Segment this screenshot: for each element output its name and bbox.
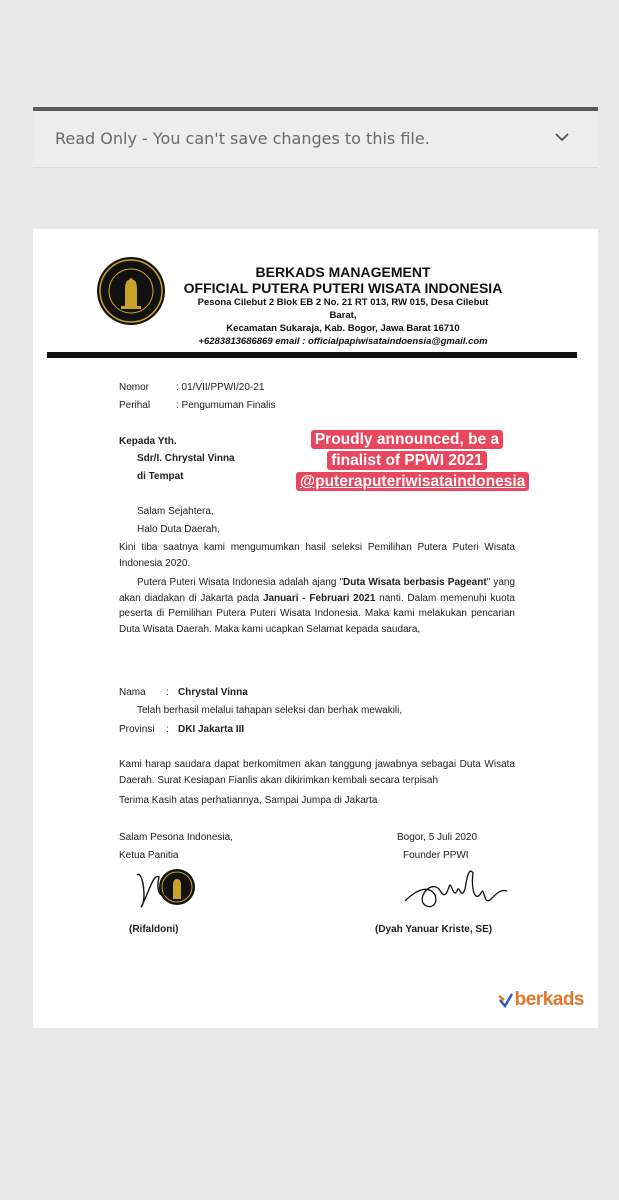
left-signer-role: Ketua Panitia: [119, 850, 179, 861]
greeting-2: Halo Duta Daerah,: [137, 524, 220, 535]
provinsi-label: Provinsi: [119, 724, 155, 735]
address-line-2: Kecamatan Sukaraja, Kab. Bogor, Jawa Barat 16710: [226, 323, 460, 334]
org-name: BERKADS MANAGEMENT: [255, 264, 431, 280]
org-title: OFFICIAL PUTERA PUTERI WISATA INDONESIA: [183, 280, 503, 296]
nama-label: Nama: [119, 687, 146, 698]
paragraph-4: Terima Kasih atas perhatiannya, Sampai Jumpa di Jakarta: [119, 795, 378, 806]
sticker-line-1: Proudly announced, be a: [311, 430, 503, 449]
berkads-logo-icon: [498, 992, 514, 1008]
provinsi-separator: :: [166, 724, 169, 735]
sticker-handle: @puteraputeriwisataindonesia: [296, 472, 529, 491]
letterhead: [183, 264, 503, 348]
sticker-line-2: finalist of PPWI 2021: [327, 451, 487, 470]
province-value: DKI Jakarta III: [178, 724, 245, 735]
nomor-label: Nomor: [119, 382, 150, 393]
closing-salutation: Salam Pesona Indonesia,: [119, 832, 233, 843]
passed-statement: Telah berhasil melalui tahapan seleksi dan berhak mewakili,: [137, 705, 403, 716]
recipient-place: di Tempat: [137, 471, 184, 482]
left-signature-stamp-icon: [129, 863, 199, 913]
left-signer-name: (Rifaldoni): [129, 924, 179, 935]
nomor-value: : 01/VII/PPWI/20-21: [176, 382, 265, 393]
berkads-brand: [498, 989, 584, 1011]
address-line-1: Pesona Cilebut 2 Blok EB 2 No. 21 RT 013, RW 015, Desa Cilebut Barat,: [197, 297, 489, 321]
addressee-heading: Kepada Yth.: [119, 436, 177, 447]
read-only-banner[interactable]: [33, 111, 598, 168]
berkads-wordmark: berkads: [514, 989, 584, 1010]
greeting-1: Salam Sejahtera,: [137, 506, 214, 517]
story-sticker: [296, 429, 526, 492]
paragraph-1: Kini tiba saatnya kami mengumumkan hasil seleksi Pemilihan Putera Puteri Wisata Indonesia 2020.: [119, 542, 515, 569]
right-signer-name: (Dyah Yanuar Kriste, SE): [375, 924, 493, 935]
perihal-label: Perihal: [119, 400, 151, 411]
paragraph-2: Putera Puteri Wisata Indonesia adalah ajang "Duta Wisata berbasis Pageant" yang akan diadakan di Jakarta pada Januari - Februari 2021 nanti. Dalam memenuhi kuota peserta di Pemilihan Putera Puteri Wisata Indonesia. Maka kami melakukan pencarian Duta Wisata Daerah. Maka kami ucapkan Selamat kepada saudara,: [119, 577, 516, 635]
letter-date: Bogor, 5 Juli 2020: [397, 832, 478, 843]
event-period: Januari - Februari 2021: [262, 592, 376, 604]
letterhead-divider: [47, 352, 577, 358]
right-signer-role: Founder PPWI: [403, 850, 469, 861]
letter-document: [33, 229, 598, 1028]
perihal-value: : Pengumuman Finalis: [176, 400, 276, 411]
pageant-phrase: Duta Wisata berbasis Pageant: [343, 577, 487, 588]
nama-separator: :: [166, 687, 169, 698]
right-signature-icon: [401, 859, 511, 917]
chevron-down-icon[interactable]: [554, 129, 570, 145]
finalist-name: Chrystal Vinna: [178, 687, 248, 698]
contact-line: +6283813686869 email : officialpapiwisataindoensia@gmail.com: [198, 336, 488, 347]
ppwi-logo-icon: [96, 256, 166, 326]
paragraph-3: Kami harap saudara dapat berkomitmen akan tanggung jawabnya sebagai Duta Wisata Daerah. Surat Kesiapan Fianlis akan dikirimkan kembali secara terpisah: [119, 759, 515, 786]
read-only-message: Read Only - You can't save changes to this file.: [55, 129, 430, 148]
recipient-name: Sdr/I. Chrystal Vinna: [137, 453, 235, 464]
